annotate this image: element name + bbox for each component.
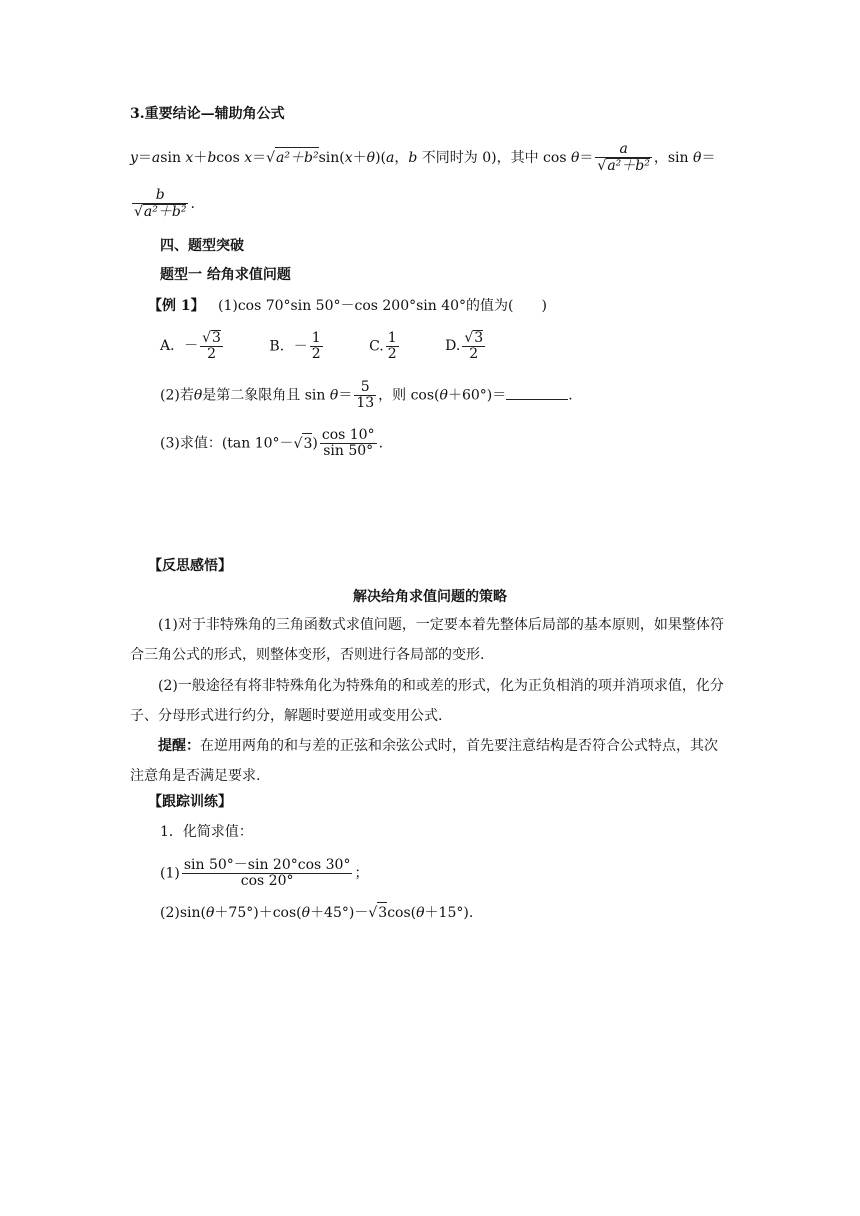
- var-x: x: [344, 150, 353, 166]
- semicolon: ；: [354, 865, 369, 882]
- option-c: [369, 331, 401, 362]
- tip-text: 在逆用两角的和与差的正弦和余弦公式时，首先要注意结构是否符合公式特点，其次注意角是否满足要求.: [130, 738, 718, 784]
- fraction-denominator: 2: [462, 346, 485, 362]
- p2-text: ＋15°).: [424, 905, 474, 921]
- option-d-fraction: [462, 330, 485, 362]
- sin-theta-text: ，sin: [653, 150, 693, 166]
- p2-text: ＋45°)－: [310, 905, 369, 921]
- section-3-title: 3.重要结论—辅助角公式: [130, 106, 285, 122]
- q2-text: ，则 cos(: [378, 387, 440, 404]
- fraction-numerator: a: [619, 141, 628, 157]
- var-b: b: [207, 150, 217, 166]
- p2-text: cos(: [387, 905, 417, 921]
- var-theta: θ: [693, 150, 702, 166]
- fraction-denominator: cos 20°: [182, 873, 353, 889]
- var-b: b: [408, 150, 418, 166]
- equals: ＝: [137, 150, 152, 166]
- equals: ＝: [252, 150, 267, 166]
- practice-question: 1．化简求值：: [160, 824, 253, 840]
- q3-fraction: [320, 428, 377, 459]
- plus: ＋: [193, 150, 208, 166]
- sqrt-radicand: 3: [474, 330, 484, 346]
- section-4-title: 四、题型突破: [160, 238, 244, 254]
- option-b-fraction: [310, 331, 323, 362]
- sin-theta-fraction: [132, 188, 188, 220]
- p2-text: (2)sin(: [160, 905, 206, 921]
- option-a-fraction: [200, 330, 223, 362]
- sqrt-radicand: 3: [212, 330, 221, 346]
- var-x: x: [244, 150, 253, 166]
- strategy-paragraph-2: (2)一般途径有将非特殊角化为特殊角的和或差的形式，化为正负相消的项并消项求值，化分子、分母形式进行约分，解题时要逆用或变用公式.: [130, 678, 724, 724]
- fraction-numerator: 1: [387, 329, 397, 346]
- q2-text: (2)若: [160, 387, 194, 404]
- cos-theta-fraction: [595, 142, 651, 174]
- comma: ，: [394, 150, 409, 166]
- sqrt-radicand: a²＋b²: [275, 147, 319, 168]
- sqrt-radicand: 3: [377, 902, 387, 923]
- option-a: [160, 330, 225, 362]
- fraction-denominator: 2: [200, 346, 223, 362]
- equals: ＝: [338, 387, 353, 404]
- sin-paren: sin(: [318, 150, 345, 166]
- choice-options: [160, 330, 527, 362]
- p2-text: ＋75°)＋cos(: [214, 905, 302, 921]
- var-a: a: [151, 150, 161, 166]
- plus: ＋: [352, 150, 367, 166]
- var-theta: θ: [193, 387, 203, 404]
- sqrt-icon: [202, 330, 211, 346]
- fraction-numerator: sin 50°－sin 20°cos 30°: [183, 857, 351, 873]
- fraction-numerator: 5: [360, 379, 370, 395]
- var-theta: θ: [329, 387, 339, 404]
- sqrt-icon: [464, 330, 473, 346]
- practice-1-fraction: [182, 858, 353, 889]
- paren-text: )(: [375, 150, 386, 166]
- var-theta: θ: [205, 905, 215, 921]
- var-theta: θ: [416, 905, 425, 921]
- item-label: (1): [160, 865, 180, 882]
- question-1-text: (1)cos 70°sin 50°－cos 200°sin 40°的值为( ): [217, 298, 547, 314]
- option-b: [269, 331, 324, 362]
- tip-paragraph: [130, 731, 730, 791]
- option-a-label: A．－: [160, 338, 199, 354]
- fraction-numerator: cos 10°: [321, 427, 375, 443]
- example-1-q2: [160, 380, 573, 411]
- sqrt-radicand: 3: [302, 433, 312, 454]
- option-c-label: C.: [369, 338, 384, 354]
- var-theta: θ: [366, 150, 376, 166]
- strategy-title: 解决给角求值问题的策略: [353, 589, 507, 605]
- example-1-q1: [148, 296, 547, 316]
- fraction-numerator: 1: [311, 329, 321, 346]
- q3-text: (3)求值：(tan 10°－: [160, 435, 294, 452]
- period: .: [568, 387, 573, 404]
- fraction-denominator: 13: [356, 395, 375, 411]
- equals: ＝: [579, 150, 594, 166]
- sqrt-icon: [597, 158, 606, 174]
- fraction-denominator: 2: [311, 345, 321, 362]
- cos-text: cos: [216, 150, 245, 166]
- q2-text: 是第二象限角且 sin: [202, 387, 330, 404]
- period: .: [190, 196, 195, 212]
- var-a: a: [386, 150, 395, 166]
- sin-theta-fraction-line: [130, 188, 195, 220]
- practice-item-1: [160, 858, 368, 889]
- q2-text: ＋60°)＝: [447, 387, 507, 404]
- fraction-denominator: 2: [387, 345, 397, 362]
- answer-blank: [506, 387, 568, 400]
- sqrt-icon: [266, 150, 275, 166]
- type-1-title: 题型一 给角求值问题: [160, 267, 291, 283]
- tip-label: 提醒：: [158, 738, 200, 754]
- q3-text: ): [312, 435, 318, 452]
- option-d-label: D.: [445, 338, 461, 354]
- var-y: y: [130, 150, 138, 166]
- period: .: [378, 435, 384, 452]
- fraction-numerator: b: [155, 187, 165, 203]
- example-1-q3: [160, 428, 383, 459]
- option-c-fraction: [386, 331, 399, 362]
- var-theta: θ: [570, 150, 580, 166]
- sqrt-radicand: a²＋b²: [607, 158, 650, 174]
- equals: ＝: [701, 150, 716, 166]
- auxiliary-angle-formula: [130, 142, 715, 174]
- strategy-paragraph-1: (1)对于非特殊角的三角函数式求值问题，一定要本着先整体后局部的基本原则，如果整体符合三角公式的形式，则整体变形，否则进行各局部的变形.: [130, 617, 724, 663]
- fraction-numerator: [200, 330, 223, 346]
- var-theta: θ: [301, 905, 311, 921]
- option-b-label: B．－: [269, 338, 308, 354]
- option-d: [445, 330, 487, 362]
- example-label: 【例 1】: [148, 298, 205, 314]
- sqrt-icon: [134, 204, 143, 220]
- reflect-title: 【反思感悟】: [148, 558, 232, 574]
- sin-value-fraction: [354, 380, 376, 411]
- fraction-denominator: [595, 157, 651, 174]
- sqrt-icon: [294, 436, 303, 452]
- var-x: x: [185, 150, 194, 166]
- var-theta: θ: [439, 387, 448, 404]
- fraction-denominator: [132, 203, 188, 220]
- sin-text: sin: [160, 150, 186, 166]
- fraction-numerator: [462, 330, 485, 346]
- sqrt-icon: [368, 905, 377, 921]
- fraction-denominator: sin 50°: [320, 443, 377, 459]
- practice-title: 【跟踪训练】: [148, 794, 232, 810]
- sqrt-radicand: a²＋b²: [143, 204, 187, 220]
- condition-text: 不同时为 0)，其中 cos: [417, 150, 571, 166]
- practice-item-2: [160, 902, 473, 923]
